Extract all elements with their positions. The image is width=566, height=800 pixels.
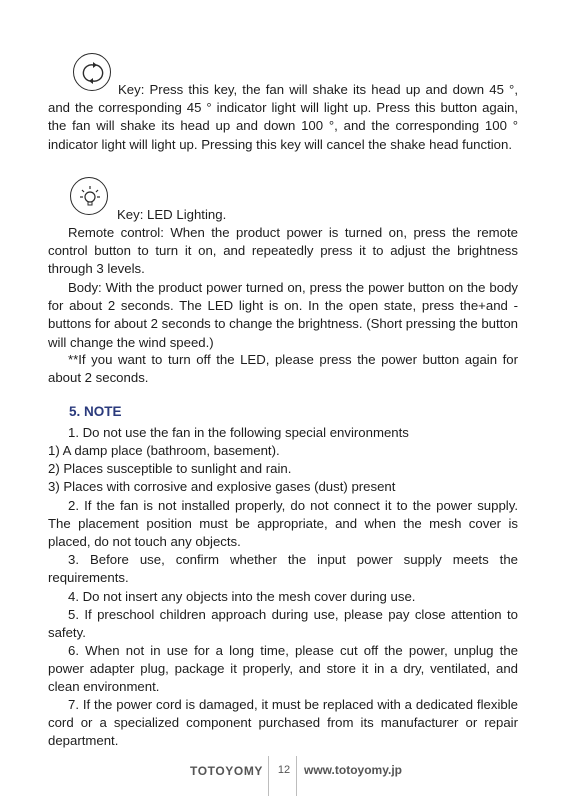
note-item: 4. Do not insert any objects into the mesh cover during use. [68, 589, 416, 604]
light-bulb-icon [70, 177, 108, 215]
page-number: 12 [277, 764, 291, 776]
shake-key-description: Key: Press this key, the fan will shake its head up and down 45 °, and the corresponding 45 ° indicator light will light up. Press this button again, the fan will shake its head up and down 100 °, and the corresponding 100 ° indicator light will light up. Pressing this key will cancel the shake head function. [48, 82, 518, 152]
footer-divider [296, 756, 297, 796]
note-item: 2) Places susceptible to sunlight and rain. [48, 461, 292, 476]
website-link[interactable]: www.totoyomy.jp [304, 763, 402, 777]
led-remote-control: Remote control: When the product power is turned on, press the remote control button to turn it on, and repeatedly press it to adjust the brightness through 3 levels. [48, 225, 518, 277]
note-heading: 5. NOTE [69, 404, 122, 419]
note-item: 2. If the fan is not installed properly, do not connect it to the power supply. The placement position must be appropriate, and when the mesh cover is placed, do not touch any objects. [48, 498, 518, 550]
note-item: 6. When not in use for a long time, please cut off the power, unplug the power adapter plug, package it properly, and store it in a dry, ventilated, and clean environment. [48, 643, 518, 695]
note-item: 3) Places with corrosive and explosive gases (dust) present [48, 479, 396, 494]
note-item: 1. Do not use the fan in the following special environments [68, 425, 409, 440]
note-item: 1) A damp place (bathroom, basement). [48, 443, 280, 458]
led-body-control: Body: With the product power turned on, press the power button on the body for about 2 seconds. The LED light is on. In the open state, press the+and - buttons for about 2 seconds to change the brightness. (Short pressing the button will change the wind speed.) [48, 280, 518, 350]
note-item: 7. If the power cord is damaged, it must be replaced with a dedicated flexible cord or a specialized component purchased from its manufacturer or repair department. [48, 697, 518, 749]
note-item: 5. If preschool children approach during use, please pay close attention to safety. [48, 607, 518, 641]
led-off-note: **If you want to turn off the LED, please press the power button again for about 2 seconds. [48, 352, 518, 386]
brand-logo: TOTOYOMY [190, 764, 264, 778]
note-item: 3. Before use, confirm whether the input power supply meets the requirements. [48, 552, 518, 586]
led-key-label: Key: LED Lighting. [117, 207, 227, 222]
page-footer [0, 752, 566, 800]
footer-divider [268, 756, 269, 796]
